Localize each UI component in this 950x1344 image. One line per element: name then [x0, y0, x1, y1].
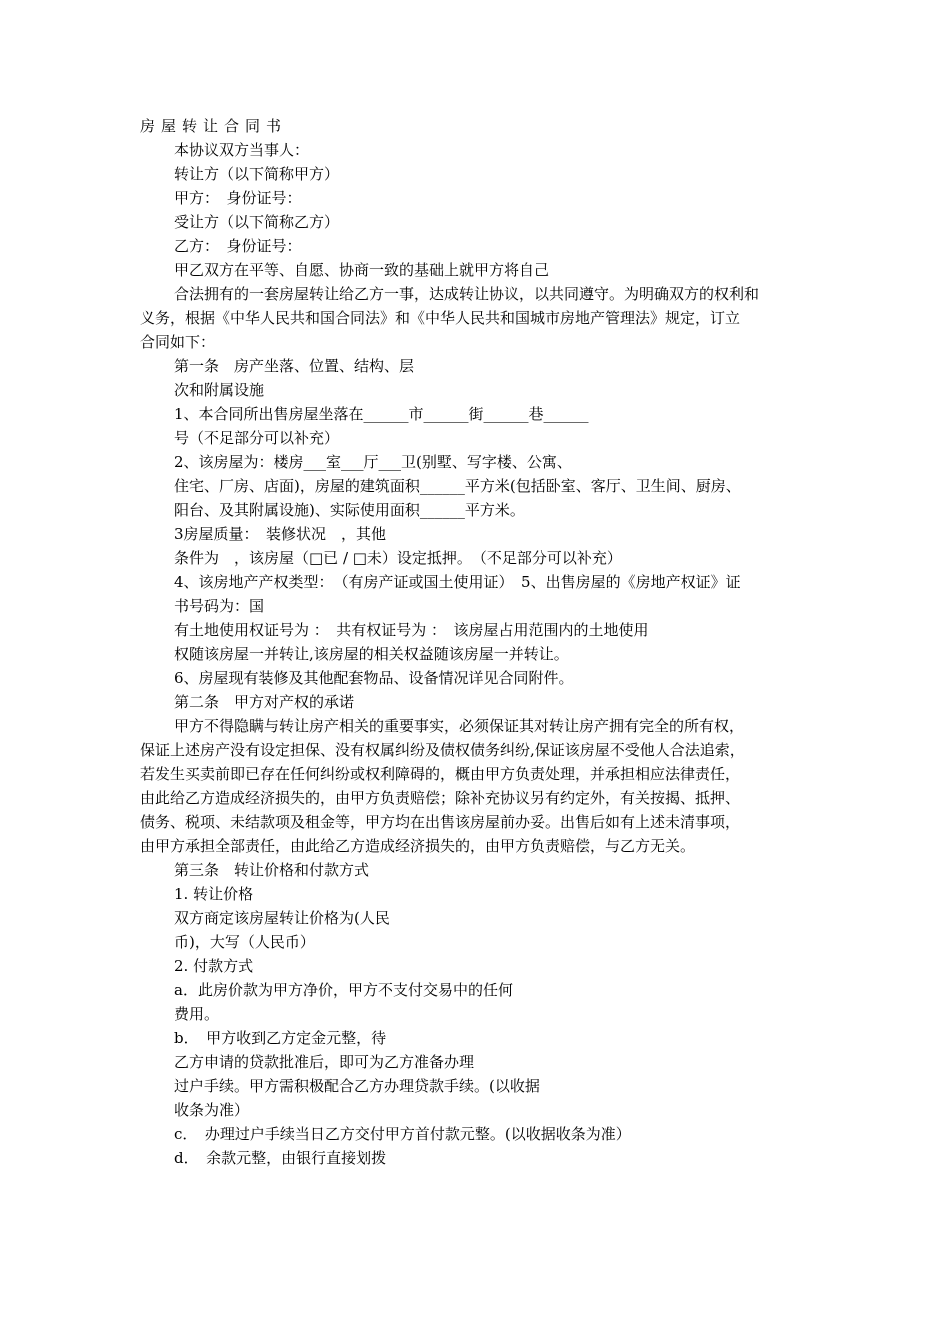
- contract-text-line: 1、本合同所出售房屋坐落在______市______街______巷______: [174, 405, 589, 423]
- contract-text-line: 受让方（以下简称乙方）: [174, 213, 340, 231]
- contract-text-line: a．此房价款为甲方净价，甲方不支付交易中的任何: [174, 981, 513, 999]
- contract-text-line: 合法拥有的一套房屋转让给乙方一事，达成转让协议，以共同遵守。为明确双方的权利和: [174, 285, 760, 303]
- contract-text-line: 费用。: [174, 1005, 220, 1023]
- contract-text-line: 本协议双方当事人：: [174, 141, 310, 159]
- contract-text-line: 甲乙双方在平等、自愿、协商一致的基础上就甲方将自己: [174, 261, 550, 279]
- contract-text-line: 由甲方承担全部责任，由此给乙方造成经济损失的，由甲方负责赔偿，与乙方无关。: [140, 837, 696, 855]
- contract-text-line: 乙方申请的贷款批准后，即可为乙方准备办理: [174, 1053, 475, 1071]
- contract-text-line: 号（不足部分可以补充）: [174, 429, 340, 447]
- contract-text-line: 过户手续。甲方需积极配合乙方办理贷款手续。(以收据: [174, 1077, 540, 1095]
- contract-text-line: 债务、税项、未结款项及租金等，甲方均在出售该房屋前办妥。出售后如有上述未清事项，: [140, 813, 741, 831]
- contract-text-line: 次和附属设施: [174, 381, 265, 399]
- contract-text-line: 乙方： 身份证号：: [174, 237, 302, 255]
- contract-text-line: 2. 付款方式: [174, 957, 254, 975]
- contract-text-line: 若发生买卖前即已存在任何纠纷或权利障碍的，概由甲方负责处理，并承担相应法律责任，: [140, 765, 741, 783]
- contract-text-line: 转让方（以下简称甲方）: [174, 165, 340, 183]
- contract-text-line: b． 甲方收到乙方定金元整，待: [174, 1029, 387, 1047]
- contract-text-line: 有土地使用权证号为 ： 共有权证号为 ： 该房屋占用范围内的土地使用: [174, 621, 649, 639]
- contract-text-line: 收条为准）: [174, 1101, 250, 1119]
- contract-text-line: 第三条 转让价格和付款方式: [174, 861, 370, 879]
- contract-text-line: 3房屋质量： 装修状况 ，其他: [174, 525, 387, 543]
- contract-text-line: 1. 转让价格: [174, 885, 254, 903]
- contract-text-line: 义务，根据《中华人民共和国合同法》和《中华人民共和国城市房地产管理法》规定，订立: [140, 309, 741, 327]
- document-title: 房屋转让合同书: [140, 117, 288, 135]
- contract-text-line: 币)，大写（人民币）: [174, 933, 315, 951]
- contract-text-line: 条件为 ，该房屋（□已 / □未）设定抵押。 （不足部分可以补充）: [174, 549, 622, 567]
- contract-text-line: 6、房屋现有装修及其他配套物品、设备情况详见合同附件。: [174, 669, 574, 687]
- contract-text-line: 4、该房地产产权类型： （有房产证或国土使用证） 5、出售房屋的《房地产权证》证: [174, 573, 741, 591]
- contract-text-line: 住宅、厂房、店面)，房屋的建筑面积______平方米(包括卧室、客厅、卫生间、厨房、: [174, 477, 741, 495]
- contract-text-line: 权随该房屋一并转让,该房屋的相关权益随该房屋一并转让。: [174, 645, 569, 663]
- contract-text-line: d． 余款元整，由银行直接划拨: [174, 1149, 387, 1167]
- contract-text-line: 合同如下：: [140, 333, 216, 351]
- contract-text-line: 由此给乙方造成经济损失的，由甲方负责赔偿；除补充协议另有约定外，有关按揭、抵押、: [140, 789, 741, 807]
- contract-text-line: 2、该房屋为：楼房___室___厅___卫(别墅、写字楼、公寓、: [174, 453, 572, 471]
- contract-text-line: 第二条 甲方对产权的承诺: [174, 693, 355, 711]
- contract-text-line: 书号码为：国: [174, 597, 265, 615]
- contract-text-line: 双方商定该房屋转让价格为(人民: [174, 909, 390, 927]
- contract-body: [140, 114, 820, 1170]
- contract-text-line: 甲方： 身份证号：: [174, 189, 302, 207]
- contract-text-line: 第一条 房产坐落、位置、结构、层: [174, 357, 415, 375]
- contract-text-line: c． 办理过户手续当日乙方交付甲方首付款元整。(以收据收条为准）: [174, 1125, 631, 1143]
- contract-text-line: 甲方不得隐瞒与转让房产相关的重要事实，必须保证其对转让房产拥有完全的所有权，: [174, 717, 745, 735]
- contract-text-line: 保证上述房产没有设定担保、没有权属纠纷及债权债务纠纷,保证该房屋不受他人合法追索，: [140, 741, 745, 759]
- contract-text-line: 阳台、及其附属设施)、实际使用面积______平方米。: [174, 501, 525, 519]
